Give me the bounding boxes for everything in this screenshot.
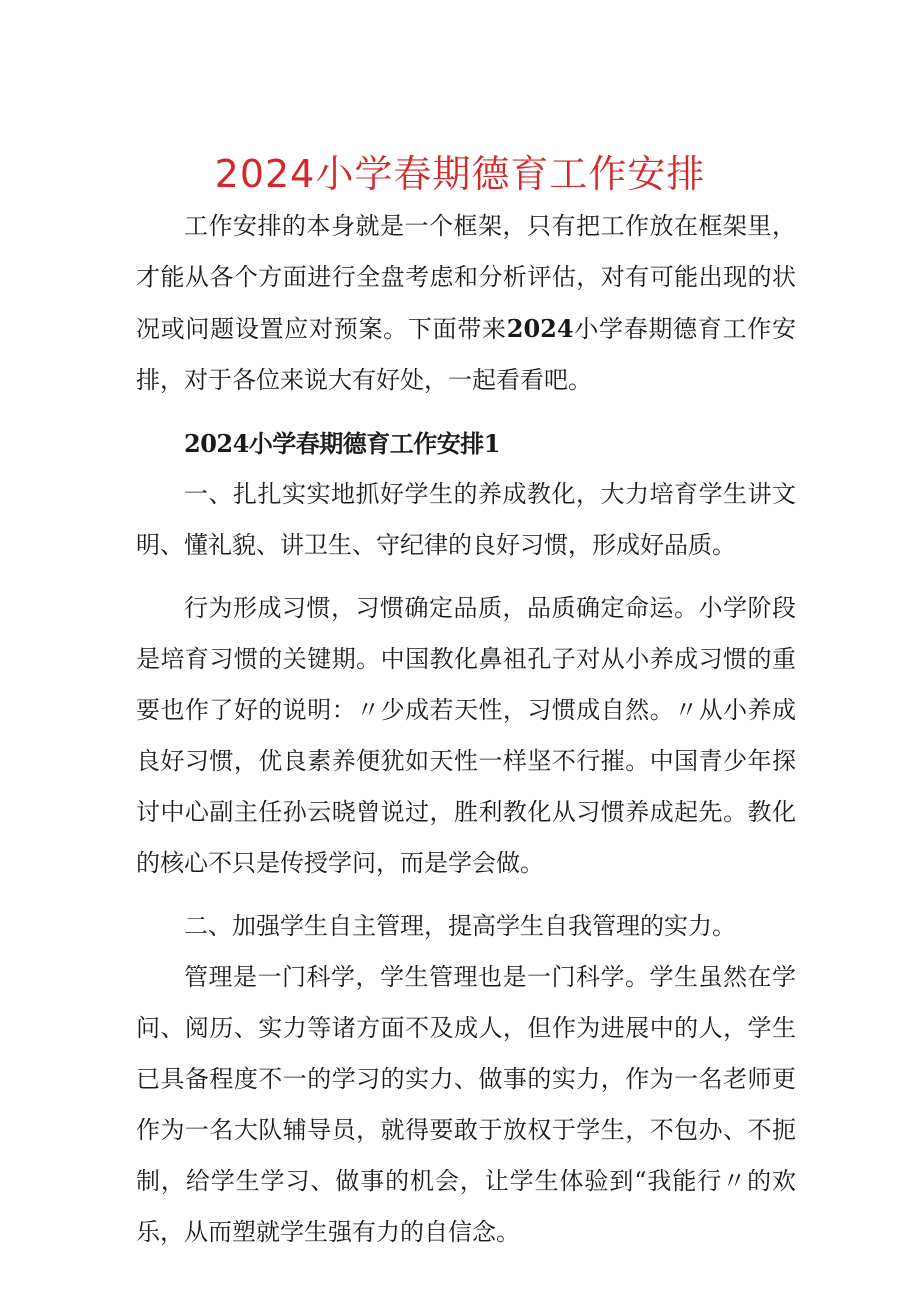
paragraph-habits: 行为形成习惯，习惯确定品质，品质确定命运。小学阶段是培育习惯的关键期。中国教化鼻祖孔子对从小养成习惯的重要也作了好的说明：〃少成若天性，习惯成自然。〃从小养成良好习惯，优良素养便犹如天性一样坚不行摧。中国青少年探讨中心副主任孙云晓曾说过，胜利教化从习惯养成起先。教化的核心不只是传授学问，而是学会做。 (136, 594, 796, 877)
intro-year-bold: 2024 (506, 314, 574, 343)
intro-text-after: 小学春期德育工作安排，对于各位来说大有好处，一起看看吧。 (136, 315, 797, 394)
document-body (136, 201, 796, 1258)
document-title: 2024小学春期德育工作安排 (214, 152, 706, 196)
paragraph-point-one: 一、扎扎实实地抓好学生的养成教化，大力培育学生讲文明、懂礼貌、讲卫生、守纪律的良好习惯，形成好品质。 (136, 480, 796, 559)
paragraph-management: 管理是一门科学，学生管理也是一门科学。学生虽然在学问、阅历、实力等诸方面不及成人，但作为进展中的人，学生已具备程度不一的学习的实力、做事的实力，作为一名老师更作为一名大队辅导员，就得要敢于放权于学生，不包办、不扼制，给学生学习、做事的机会，让学生体验到“我能行〃的欢乐，从而塑就学生强有力的自信念。 (136, 963, 796, 1246)
intro-text-before: 工作安排的本身就是一个框架，只有把工作放在框架里，才能从各个方面进行全盘考虑和分析评估，对有可能出现的状况或问题设置应对预案。下面带来 (136, 212, 796, 343)
section-heading: 2024小学春期德育工作安排1 (184, 429, 500, 458)
paragraph-point-two: 二、加强学生自主管理，提高学生自我管理的实力。 (184, 912, 736, 940)
intro-paragraph (136, 201, 796, 406)
